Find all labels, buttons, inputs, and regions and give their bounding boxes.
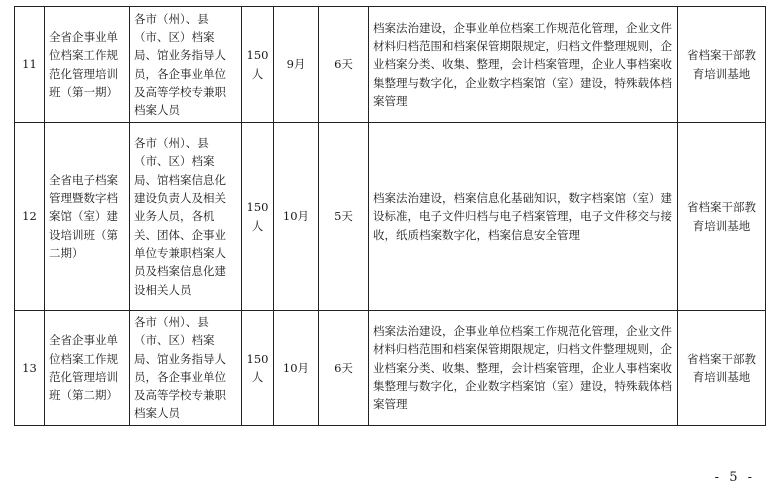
row-number: 11 [15,7,45,123]
organizer: 省档案干部教育培训基地 [678,311,766,426]
trainee-count: 150人 [242,7,274,123]
target-trainees: 各市（州）、县（市、区）档案局、馆业务指导人员，各企事业单位及高等学校专兼职档案人员 [130,311,242,426]
page-number: - 5 - [714,470,755,485]
row-number: 12 [15,123,45,311]
training-content: 档案法治建设，档案信息化基础知识，数字档案馆（室）建设标准，电子文件归档与电子档案管理，电子文件移交与接收，纸质档案数字化，档案信息安全管理 [369,123,678,311]
training-duration: 6天 [319,311,369,426]
training-content: 档案法治建设，企事业单位档案工作规范化管理，企业文件材料归档范围和档案保管期限规定，归档文件整理规则，企业档案分类、收集、整理，会计档案管理，企业人事档案收集整理与数字化，企业数字档案馆（室）建设，特殊载体档案管理 [369,311,678,426]
training-duration: 6天 [319,7,369,123]
training-month: 9月 [274,7,319,123]
course-name: 全省企事业单位档案工作规范化管理培训班（第一期） [45,7,130,123]
course-name: 全省企事业单位档案工作规范化管理培训班（第二期） [45,311,130,426]
organizer: 省档案干部教育培训基地 [678,123,766,311]
target-trainees: 各市（州）、县（市、区）档案局、馆档案信息化建设负责人及相关业务人员，各机关、团体、企事业单位专兼职档案人员及档案信息化建设相关人员 [130,123,242,311]
training-content: 档案法治建设，企事业单位档案工作规范化管理，企业文件材料归档范围和档案保管期限规定，归档文件整理规则，企业档案分类、收集、整理，会计档案管理，企业人事档案收集整理与数字化，企业数字档案馆（室）建设，特殊载体档案管理 [369,7,678,123]
training-month: 10月 [274,123,319,311]
table-row [15,7,766,123]
training-duration: 5天 [319,123,369,311]
table-row [15,123,766,311]
row-number: 13 [15,311,45,426]
organizer: 省档案干部教育培训基地 [678,7,766,123]
training-plan-table [14,6,766,426]
trainee-count: 150人 [242,123,274,311]
target-trainees: 各市（州）、县（市、区）档案局、馆业务指导人员，各企事业单位及高等学校专兼职档案人员 [130,7,242,123]
table-row [15,311,766,426]
training-month: 10月 [274,311,319,426]
trainee-count: 150人 [242,311,274,426]
course-name: 全省电子档案管理暨数字档案馆（室）建设培训班（第二期） [45,123,130,311]
